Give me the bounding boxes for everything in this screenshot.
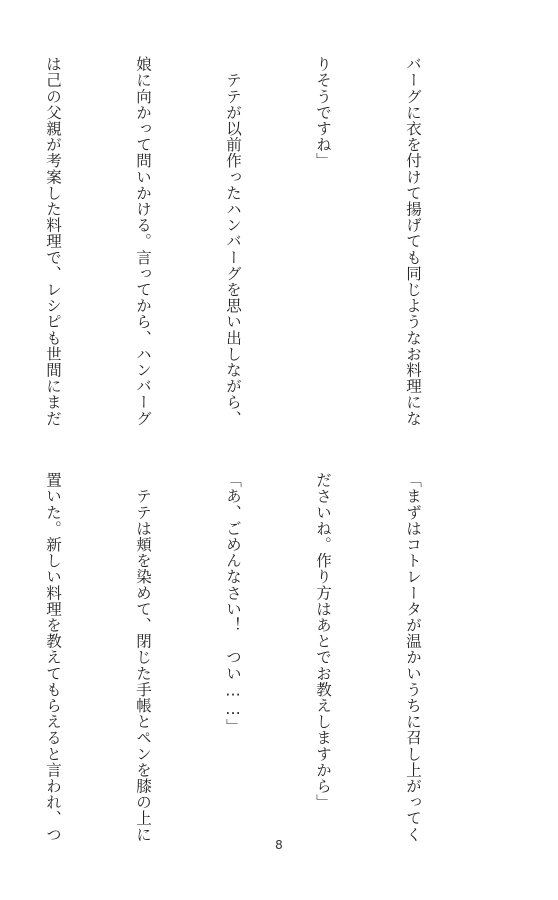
text-line: ださいね。作り方はあとでお教えしますから」 bbox=[314, 472, 332, 811]
text-line: 「あ、ごめんなさい！ つい……」 bbox=[224, 472, 242, 735]
text-line: は己の父親が考案した料理で、レシピも世間にまだ bbox=[44, 56, 62, 427]
text-line: 娘に向かって問いかける。言ってから、ハンバーグ bbox=[134, 56, 152, 427]
text-line: テテは頬を染めて、閉じた手帳とペンを膝の上に bbox=[134, 472, 152, 843]
upper-text-block bbox=[0, 56, 488, 427]
text-line: 置いた。新しい料理を教えてもらえると言われ、つ bbox=[44, 472, 62, 843]
page-number: 8 bbox=[275, 838, 283, 852]
text-line: テテが以前作ったハンバーグを思い出しながら、 bbox=[224, 56, 242, 427]
text-line: 「まずはコトレータが温かいうちに召し上がってく bbox=[404, 472, 422, 843]
text-line: りそうですね」 bbox=[314, 56, 332, 169]
text-line: バーグに衣を付けて揚げても同じようなお料理にな bbox=[404, 56, 422, 427]
lower-text-block bbox=[0, 472, 488, 843]
